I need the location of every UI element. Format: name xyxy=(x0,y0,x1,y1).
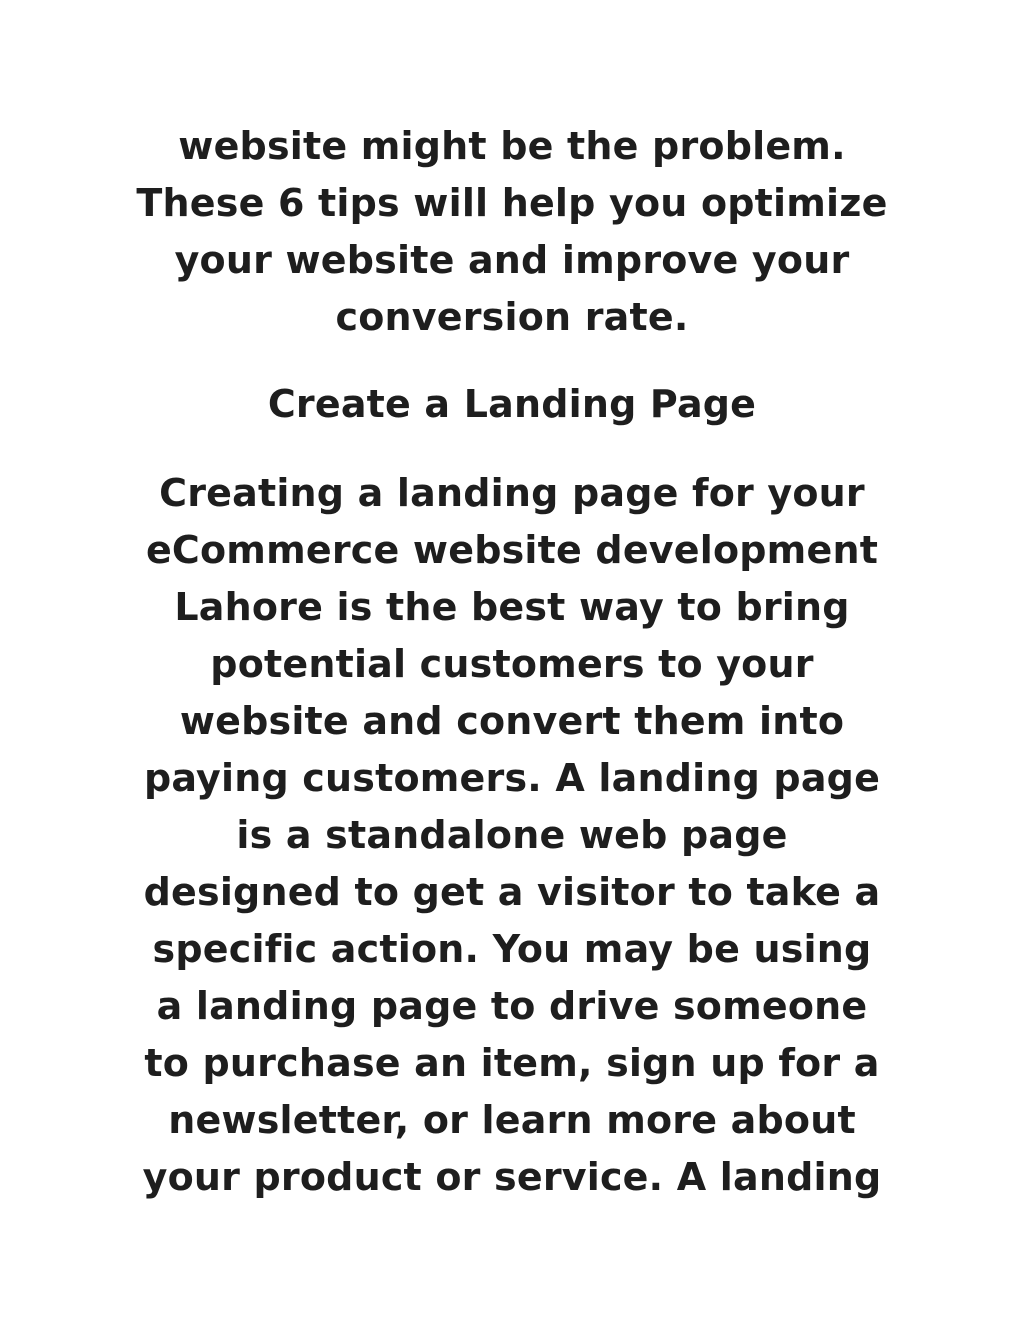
paragraph-line: is a standalone web page xyxy=(236,813,788,857)
paragraph-line: website and convert them into xyxy=(179,699,845,743)
paragraph-line: website might be the problem. xyxy=(178,124,846,168)
paragraph-line: specific action. You may be using xyxy=(152,927,872,971)
paragraph-line: a landing page to drive someone xyxy=(156,984,868,1028)
paragraph-line: Creating a landing page for your xyxy=(159,471,865,515)
paragraph-line: paying customers. A landing page xyxy=(143,756,881,800)
paragraph-line: conversion rate. xyxy=(335,295,689,339)
paragraph-line: your website and improve your xyxy=(174,238,850,282)
section-heading: Create a Landing Page xyxy=(267,382,757,426)
body-paragraph xyxy=(0,465,1024,1206)
paragraph-line: These 6 tips will help you optimize xyxy=(136,181,888,225)
paragraph-line: newsletter, or learn more about xyxy=(168,1098,856,1142)
paragraph-line: to purchase an item, sign up for a xyxy=(144,1041,880,1085)
paragraph-line: potential customers to your xyxy=(210,642,814,686)
paragraph-line: Lahore is the best way to bring xyxy=(174,585,850,629)
paragraph-line: your product or service. A landing xyxy=(142,1155,882,1199)
intro-paragraph xyxy=(0,118,1024,346)
paragraph-line: designed to get a visitor to take a xyxy=(143,870,881,914)
paragraph-line: eCommerce website development xyxy=(145,528,879,572)
